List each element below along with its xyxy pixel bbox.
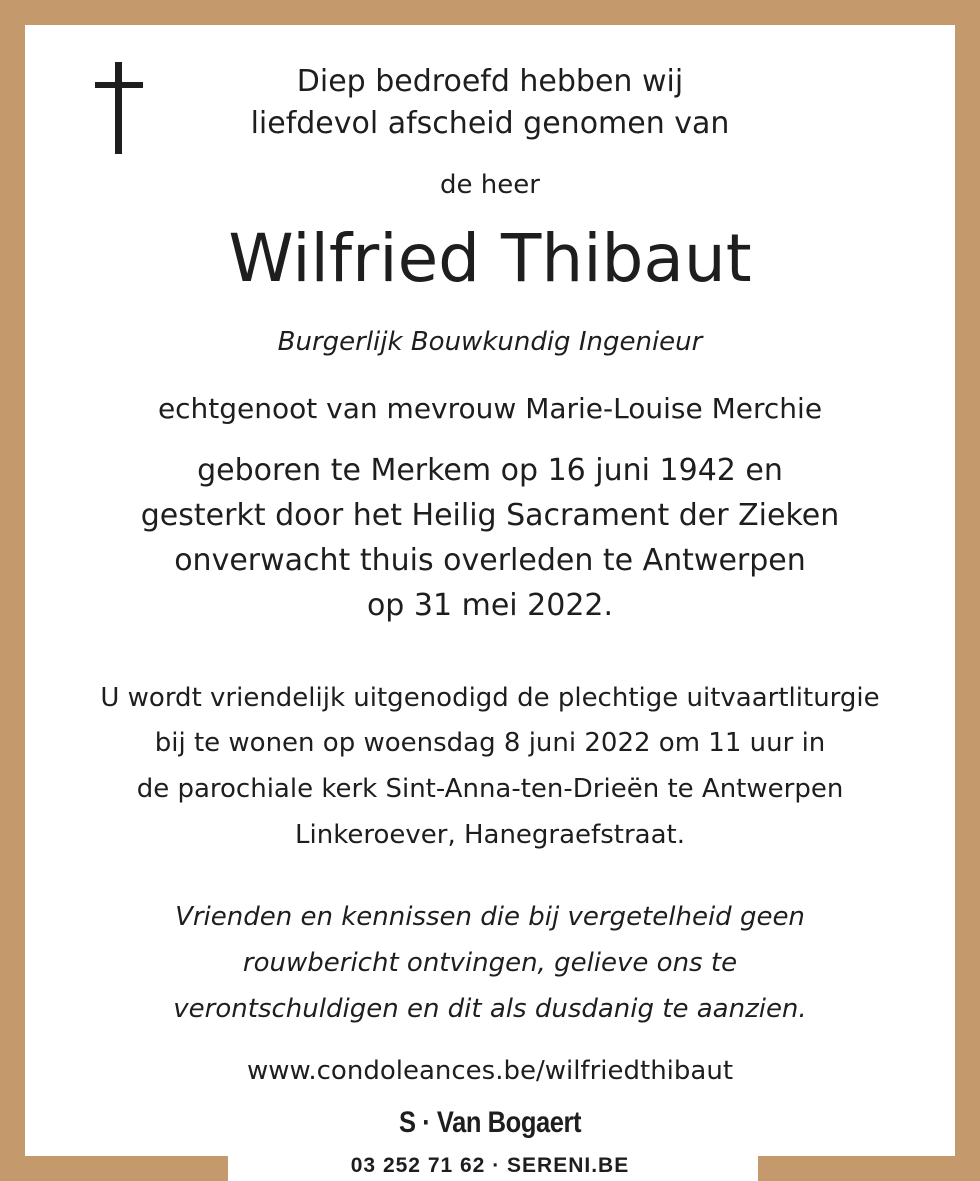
notice-line-3: verontschuldigen en dit als dusdanig te aanzien. bbox=[173, 994, 807, 1024]
life-line-3: onverwacht thuis overleden te Antwerpen bbox=[174, 543, 806, 578]
life-line-4: op 31 mei 2022. bbox=[366, 588, 614, 623]
deceased-name: Wilfried Thibaut bbox=[228, 220, 752, 297]
profession: Burgerlijk Bouwkundig Ingenieur bbox=[277, 327, 703, 357]
funeral-line-1: U wordt vriendelijk uitgenodigd de plechtige uitvaartliturgie bbox=[100, 683, 880, 713]
funeral-home-contact: 03 252 71 62 · SERENI.BE bbox=[350, 1154, 630, 1177]
funeral-home-logo: S · Van Bogaert bbox=[398, 1106, 582, 1139]
intro-line-1: Diep bedroefd hebben wij bbox=[296, 64, 684, 99]
spouse-prefix: echtgenoot van mevrouw bbox=[157, 392, 517, 425]
life-line-2: gesterkt door het Heilig Sacrament der Zieken bbox=[140, 498, 840, 533]
funeral-line-4: Linkeroever, Hanegraefstraat. bbox=[295, 820, 685, 850]
funeral-post: in bbox=[801, 728, 826, 758]
funeral-mid: om bbox=[658, 728, 701, 758]
spouse-name: Marie-Louise Merchie bbox=[525, 392, 823, 425]
funeral-time: 11 uur bbox=[708, 728, 794, 758]
funeral-date: woensdag 8 juni 2022 bbox=[363, 728, 651, 758]
funeral-pre: bij te wonen op bbox=[154, 728, 356, 758]
condolence-website[interactable]: www.condoleances.be/wilfriedthibaut bbox=[246, 1056, 734, 1086]
funeral-line-3: de parochiale kerk Sint-Anna-ten-Drieën te Antwerpen bbox=[136, 774, 844, 804]
spouse-line bbox=[0, 392, 980, 425]
notice-line-2: rouwbericht ontvingen, gelieve ons te bbox=[242, 948, 738, 978]
intro-line-2: liefdevol afscheid genomen van bbox=[250, 106, 730, 141]
notice-line-1: Vrienden en kennissen die bij vergetelheid geen bbox=[175, 902, 805, 932]
life-line-1: geboren te Merkem op 16 juni 1942 en bbox=[197, 453, 783, 488]
funeral-line-2 bbox=[0, 728, 980, 758]
title-prefix: de heer bbox=[440, 170, 540, 200]
